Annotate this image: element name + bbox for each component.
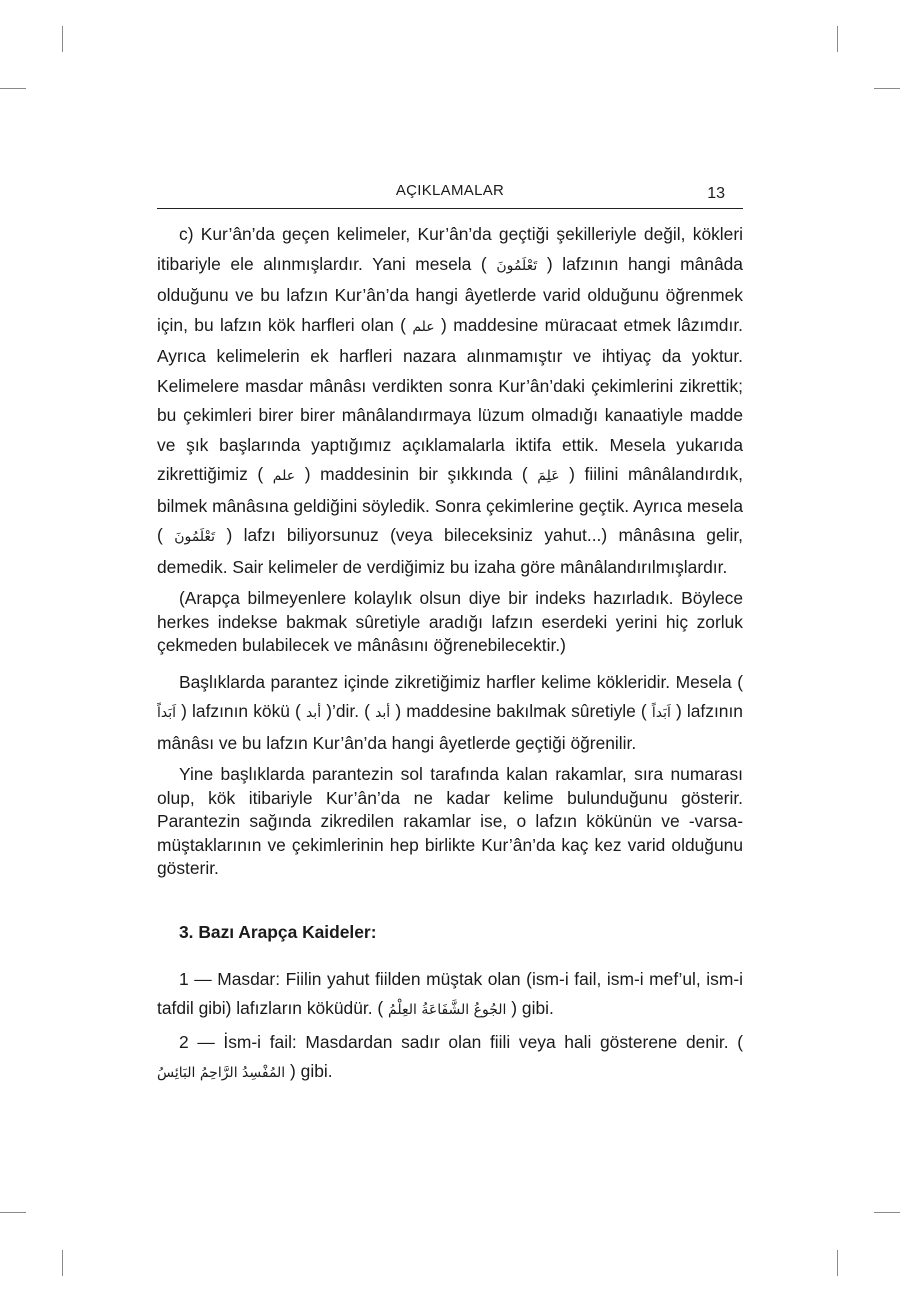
text: ) maddesine müracaat etmek lâzımdır. Ayrıca kelimelerin ek harfleri nazara alınmamıştır ve ihtiyaç da yoktur. Kelimelere masdar mânâsı verdikten sonra Kur’ân’daki çekimlerini zikrettik; bu çekimleri birer birer mânâlandırmaya lüzum olmadığı kanaatiyle madde ve şık başlarında yaptığımız açıklamalarla iktifa ettik. Mesela yukarıda zikrettiğimiz (: [157, 314, 743, 484]
paragraph-numbers: Yine başlıklarda parantezin sol tarafında kalan rakamlar, sıra numarası olup, kök itibariyle Kur’ân’da ne kadar kelime bulunduğunu gösterir. Parantezin sağında zikredilen rakamlar ise, o lafzın kökünün ve -varsa- müştaklarının ve çekimlerinin hep birlikte Kur’ân’da kaç kez varid olduğunu gösterir.: [157, 764, 743, 878]
text: ) fiilini mânâlandırdık, bilmek mânâsına geldiğini söyledik. Sonra çekimlerine geçtik. Ayrıca mesela (: [157, 464, 743, 545]
arabic-word: تَعْلَمُونَ: [174, 529, 216, 545]
arabic-word: علم: [412, 318, 435, 335]
section-heading: 3. Bazı Arapça Kaideler:: [179, 921, 377, 942]
text: ) gibi.: [511, 998, 554, 1018]
crop-mark: [837, 1250, 838, 1276]
text: 1 — Masdar: Fiilin yahut fiilden müştak olan (ism-i fail, ism-i mef’ul, ism-i tafdil gibi) lafızların köküdür. (: [157, 968, 743, 1018]
crop-mark: [62, 26, 63, 52]
crop-mark: [874, 88, 900, 89]
paragraph-index: (Arapça bilmeyenlere kolaylık olsun diye bir indeks hazırladık. Böylece herkes indekse bakmak sûretiyle aradığı lafzın eserdeki yerini hiç zorluk çekmeden bulabilecek ve mânâsını öğrenebilecektir.): [157, 588, 743, 655]
text: ) lafzının kökü (: [181, 701, 301, 721]
paragraph-roots: [157, 668, 743, 759]
paragraph-c: [157, 220, 743, 582]
arabic-word: أبد: [305, 705, 322, 721]
arabic-word: اَبَداً: [651, 705, 671, 721]
crop-mark: [0, 88, 26, 89]
arabic-example: الجُوعُ الشَّفَاعَةُ العِلْمُ: [388, 1002, 507, 1018]
text: ) lafzının hangi mânâda olduğunu ve bu lafzın Kur’ân’da hangi âyetlerde varid olduğunu öğrenmek için, bu lafzın kök harfleri olan (: [157, 253, 743, 335]
arabic-word: تَعْلَمُونَ: [496, 257, 538, 274]
crop-mark: [874, 1212, 900, 1213]
arabic-word: اَبَداً: [157, 705, 177, 721]
text: ) gibi.: [290, 1061, 333, 1081]
rule-masdar: [157, 965, 743, 1026]
text: 2 — İsm-i fail: Masdardan sadır olan fiili veya hali gösterene denir. (: [179, 1031, 743, 1052]
page-number: 13: [707, 185, 725, 202]
arabic-word: عَلِمَ: [537, 468, 560, 484]
rule-ism-i-fail: [157, 1028, 743, 1089]
text: Başlıklarda parantez içinde zikretiğimiz harfler kelime kökleridir. Mesela (: [179, 671, 743, 692]
page-body: [157, 220, 743, 1089]
crop-mark: [837, 26, 838, 52]
text: ) lafzı biliyorsunuz (veya bileceksiniz yahut...) mânâsına gelir, demedik. Sair kelimeler de verdiğimiz bu izaha göre mânâlandırılmışlardır.: [157, 525, 744, 577]
text: ) maddesine bakılmak sûretiyle (: [395, 701, 647, 721]
text: ) lafzının mânâsı ve bu lafzın Kur’ân’da hangi âyetlerde geçtiği öğrenilir.: [157, 701, 743, 753]
running-title: AÇIKLAMALAR: [395, 182, 505, 199]
running-head: [157, 180, 743, 209]
text: c) Kur’ân’da geçen kelimeler, Kur’ân’da geçtiği şekilleriyle değil, kökleri itibariyle ele alınmışlardır. Yani mesela (: [157, 224, 743, 274]
text: ) maddesinin bir şıkkında (: [304, 464, 528, 484]
text: )’dir. (: [326, 701, 370, 721]
crop-mark: [0, 1212, 26, 1213]
arabic-word: علم: [272, 468, 296, 484]
arabic-word: أبد: [375, 705, 391, 721]
arabic-example: المُفْسِدُ الرَّاحِمُ البَائِسُ: [157, 1065, 286, 1081]
crop-mark: [62, 1250, 63, 1276]
